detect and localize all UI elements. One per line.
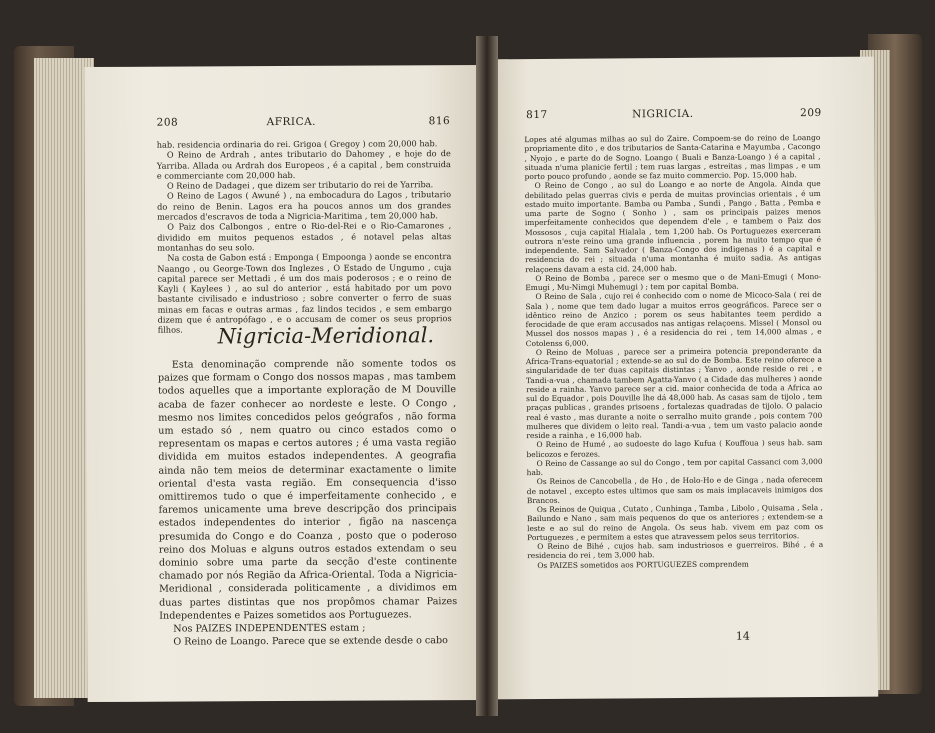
paragraph: O Reino de Bihé , cujos hab. sam industriosos e guerreiros. Bihé , é a residencia do rei , tem 3,000 hab. [527, 540, 824, 561]
paragraph: O Reino de Humé , ao sudoeste do lago Kufua ( Kouffoua ) seus hab. sam belicozos e ferozes. [526, 438, 823, 459]
page-number: 208 [156, 116, 179, 129]
paragraph: Nos PAIZES INDEPENDENTES estam ; [173, 622, 366, 635]
paragraph: O Reino de Lagos ( Awuné ) , na embocadura do Lagos , tributario do reino de Benin. Lagos era ha poucos annos um dos grandes mercados d'escravos de toda a Nigricia-Maritima , tem 20,000 hab. [157, 189, 452, 222]
paragraph: O Reino de Loango. Parece que se extende desde o cabo [173, 635, 448, 648]
paragraph: O Paiz dos Calbongos , entre o Rio-del-Rei e o Rio-Camarones , dividido em muitos pequenos estados , é notavel pelas altas montanhas do seu solo. [157, 220, 452, 253]
paragraph: O Reino de Sala , cujo rei é conhecido com o nome de Micoco-Sala ( rei de Sala ) , nome que tem dado lugar a muitos erros geográficos. Parece ser o idêntico reino de Anzico ; porem os seus habitantes teem perdido a ferocidade de que eram accusados nas antigas relaçoens. Missel ( Monsol ou Mussel dos nossos mapas ) , é a residencia do rei , tem 14,000 almas , e Cotolenss 6,000. [525, 290, 822, 348]
running-title: NIGRICIA. [632, 107, 694, 121]
paragraph: O Reino de Cassange ao sul do Congo , tem por capital Cassanci com 3,000 hab. [526, 456, 823, 478]
page-number: 209 [800, 107, 822, 120]
paragraph: Na costa de Gabon está : Emponga ( Empoonga ) aonde se encontra Naango , ou George-Town dos Inglezes , O Estado de Ungumo , cuja capital parece ser Mettadi , é um dos mais poderosos ; e o reino de Kayli ( Kaylees ) , ao sul do anterior , está habitado por um povo bastante civilisado e industrioso ; sobre converter o ferro de suas minas em facas e outras armas , faz lindos tecidos , e sem embargo dizem que é antropófago , e o accusam de comer os seus proprios filhos. [157, 251, 452, 336]
main-text-block [158, 357, 458, 649]
text-block [524, 133, 823, 570]
paragraph: Lopes até algumas milhas ao sul do Zaire. Compoem-se do reino de Loango propriamente dito , e dos tributarios de Santa-Catarina e Mayumba , Cacongo , Nyojo , e parte do de Sogno. Loango ( Buali e Banza-Loango ) é a capital , situada n'uma planicie fertil ; tem ruas largas , estreitas , mas limpas , e um porto pouco profundo , aonde se faz muito commercio. Pop. 15,000 hab. [524, 133, 821, 182]
paragraph: hab. residencia ordinaria do rei. Grigoa ( Gregoy ) com 20,000 hab. [156, 138, 438, 150]
paragraph: O Reino de Moluas , parece ser a primeira potencia preponderante da Africa-Trans-equatorial ; extende-se ao sul do de Bomba. Este reino oferece a singularidade de ter duas capitais distintas ; Yanvo , aonde reside o rei , e Tandi-a-vua , chamada tambem Agatta-Yanvo ( a Cidade das mulheres ) aonde reside a rainha. Yanvo parece ser a cid. maior conhecida de toda a Africa ao sul do Equador , pois Douville lhe dá 48,000 hab. As casas sam de tijolo , tem praças publicas , grandes prisoens , fortalezas quadradas de tijolo. O palacio real é vasto , mas durante a noite o serralho muito grande , pois contem 700 mulheres que dividem o leito real. Tandi-a-vua , tem um vasto palacio aonde reside a rainha , e 16,000 hab. [525, 345, 823, 441]
section-number: 816 [428, 115, 451, 128]
running-title: AFRICA. [266, 115, 317, 129]
right-page [482, 57, 878, 700]
section-heading: Nigricia-Meridional. [217, 323, 435, 349]
paragraph: Os PAIZES sometidos aos PORTUGUEZES comprendem [537, 559, 749, 570]
section-number: 817 [526, 108, 548, 122]
paragraph: Os Reinos de Quiqua , Cutato , Cunhinga , Tamba , Libolo , Quisama , Sela , Bailundo e Nano , sam mais pequenos do que os anteriores ; extendem-se a leste e ao sul do reino de Angola. Os seus hab. vivem em paz com os Portuguezes , e permitem a estes que atravessem pelos seus territorios. [526, 503, 824, 542]
signature-mark: 14 [735, 629, 750, 643]
paragraph: O Reino de Bomba , parece ser o mesmo que o de Mani-Emugi ( Mono-Emugi , Mu-Nimgi Muhemugi ) ; tem por capital Bomba. [525, 271, 822, 293]
paragraph: Esta denominação comprende não somente todos os paizes que formam o Congo dos nossos mapas , mas tambem todos aquelles que a importante exploração de M Douville acaba de fazer conhecer ao nordeste e leste. O Congo , mesmo nos limites concedidos pelos geógrafos , não forma um estado só , nem quatro ou cinco estados como o representam os mapas e certos autores ; é uma vasta região dividida em muitos estados independentes. A geografia ainda não tem meios de determinar exactamente o limite oriental d'esta vasta região. Em consequencia d'isso omittiremos tudo o que é imperfeitamente conhecido , e faremos unicamente uma breve descripção dos principais estados independentes do interior , figão na nascença presumida do Congo e do Coanza , posto que o poderoso reino dos Moluas e alguns outros estados extendam o seu dominio sobre uma parte da secção d'este continente chamado por nós Região da Africa-Oriental. Toda a Nigricia-Meridional , considerada politicamente , a dividimos em duas partes distintas que nos propômos chamar Paizes Independentes e Paizes sometidos aos Portuguezes. [157, 358, 458, 622]
paragraph: O Reino de Congo , ao sul do Loango e ao norte de Angola. Ainda que debilitado pelas guerras civis e perda de muitas provincias orientais , é um estado muito importante. Bamba ou Pamba , Sundi , Pango , Batta , Pemba e uma parte de Sogno ( Sonho ) , sam os principais paizes menos imperfeitamente conhecidos que dependem d'ele , e tambem o Paiz dos Mossosos , cuja capital Hialala , tem 1,200 hab. Os Portuguezes exerceram outrora n'este reino uma grande influencia , porem ha muito tempo que é independente. Sam Salvador ( Banza-Congo dos indigenas ) é a capital e residencia do rei ; situada n'uma montanha é muito sadia. As antigas relaçoens davam a esta cid. 24,000 hab. [524, 179, 822, 274]
book-gutter [476, 36, 498, 716]
paragraph: O Reino de Ardrah , antes tributario do Dahomey , e hoje do de Yarriba. Allada ou Ardrah dos Europeos , é a capital , bem construida e commerciante com 20,000 hab. [156, 148, 451, 181]
top-text-block [157, 138, 452, 335]
paragraph: Os Reinos de Cancobella , de Ho , de Holo-Ho e de Ginga , nada oferecem de notavel , excepto estes ultimos que sam os mais implacaveis inimigos dos Brancos. [526, 475, 823, 505]
paragraph: O Reino de Dadagei , que dizem ser tributario do rei de Yarriba. [166, 179, 434, 191]
left-page [84, 65, 487, 702]
